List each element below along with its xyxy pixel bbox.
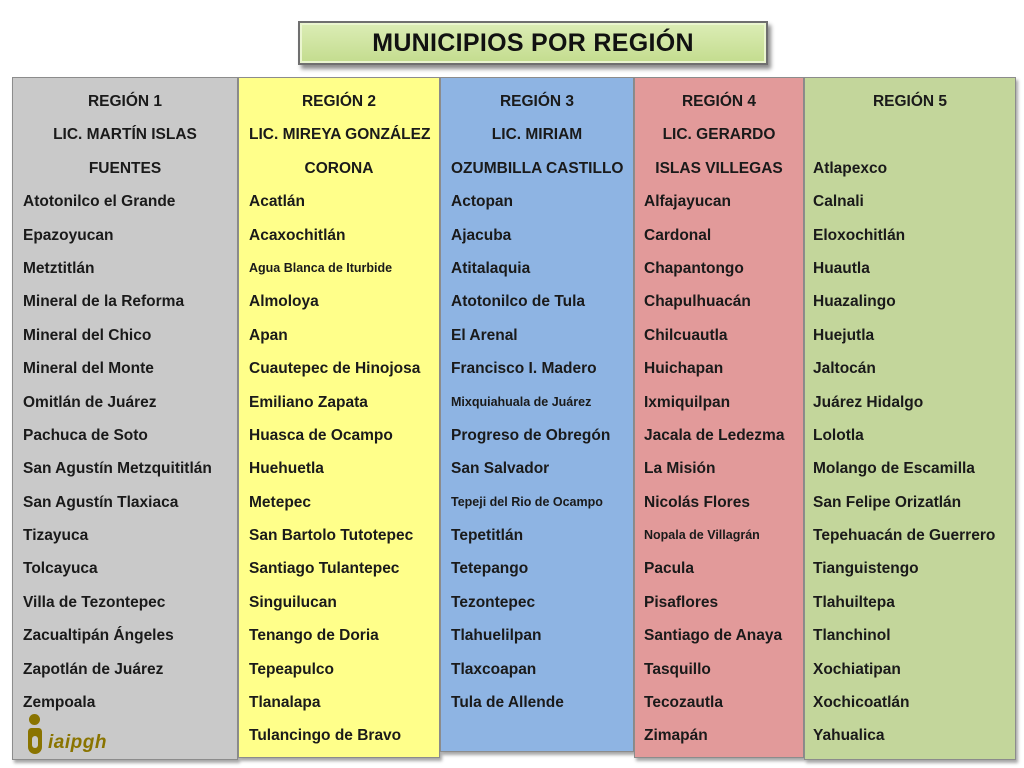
municipio-item: Huasca de Ocampo bbox=[249, 426, 393, 444]
region-official-line: CORONA bbox=[304, 159, 374, 177]
municipio-item: Francisco I. Madero bbox=[451, 360, 597, 378]
municipio-item: Huichapan bbox=[644, 360, 724, 378]
region-3-column bbox=[440, 77, 634, 752]
region-header: REGIÓN 1 bbox=[87, 93, 163, 110]
region-official-line: OZUMBILLA CASTILLO bbox=[451, 159, 624, 177]
municipio-item: Santiago Tulantepec bbox=[249, 560, 400, 578]
person-logo-icon bbox=[24, 714, 46, 758]
municipio-item: Tepeji del Rio de Ocampo bbox=[451, 494, 603, 509]
municipio-item: Pacula bbox=[644, 560, 694, 578]
municipio-item: San Agustín Tlaxiaca bbox=[23, 493, 179, 511]
municipio-item: Juárez Hidalgo bbox=[813, 393, 924, 411]
municipio-item: Metepec bbox=[249, 493, 312, 511]
municipio-item: Zacualtipán Ángeles bbox=[23, 627, 174, 645]
municipio-item: San Salvador bbox=[451, 460, 550, 478]
municipio-item: Cuautepec de Hinojosa bbox=[249, 360, 421, 378]
municipio-item: Tlahuelilpan bbox=[451, 627, 542, 645]
municipio-item: Tlanalapa bbox=[249, 694, 321, 712]
municipio-item: Villa de Tezontepec bbox=[23, 593, 166, 611]
region-header: REGIÓN 4 bbox=[681, 93, 757, 110]
region-official-line: FUENTES bbox=[88, 159, 162, 177]
municipio-item: Tepetitlán bbox=[451, 527, 524, 545]
municipio-item: Ixmiquilpan bbox=[644, 393, 731, 411]
municipio-item: Jacala de Ledezma bbox=[644, 426, 785, 444]
municipio-item: Epazoyucan bbox=[23, 226, 114, 244]
municipio-item: Calnali bbox=[813, 193, 864, 211]
municipio-item: Actopan bbox=[451, 193, 513, 211]
municipio-item: Xochicoatlán bbox=[813, 694, 910, 712]
logo-text: iaipgh bbox=[48, 732, 107, 753]
region-5-column bbox=[804, 77, 1016, 760]
municipio-item: Agua Blanca de Iturbide bbox=[249, 260, 393, 275]
municipio-item: Huazalingo bbox=[813, 293, 896, 311]
region-official-line: LIC. MARTÍN ISLAS bbox=[53, 126, 197, 144]
municipio-item: San Agustín Metzquititlán bbox=[23, 460, 212, 478]
municipio-item: Tula de Allende bbox=[451, 694, 564, 712]
region-official-blank bbox=[813, 118, 1015, 151]
municipio-item: Jaltocán bbox=[813, 360, 876, 378]
region-1-column bbox=[12, 77, 238, 760]
municipio-item: Tlanchinol bbox=[813, 627, 891, 645]
municipio-item: Tenango de Doria bbox=[249, 627, 379, 645]
municipio-item: Santiago de Anaya bbox=[644, 627, 783, 645]
municipio-item: Mineral de la Reforma bbox=[23, 293, 185, 311]
region-official-line: LIC. MIREYA GONZÁLEZ bbox=[249, 126, 431, 144]
municipio-item: Progreso de Obregón bbox=[451, 426, 611, 444]
municipio-item: Acaxochitlán bbox=[249, 226, 346, 244]
municipio-item: San Felipe Orizatlán bbox=[813, 493, 962, 511]
region-header: REGIÓN 2 bbox=[301, 93, 377, 110]
municipio-item: Xochiatipan bbox=[813, 660, 901, 678]
municipio-item: El Arenal bbox=[451, 326, 518, 344]
municipio-item: Tolcayuca bbox=[23, 560, 98, 578]
municipio-item: Atotonilco de Tula bbox=[451, 293, 586, 311]
municipio-item: Emiliano Zapata bbox=[249, 393, 368, 411]
municipio-item: Tianguistengo bbox=[813, 560, 919, 578]
region-official-line: ISLAS VILLEGAS bbox=[655, 159, 783, 177]
municipio-item: Lolotla bbox=[813, 426, 864, 444]
municipio-item: Pachuca de Soto bbox=[23, 426, 148, 444]
municipio-item: Tecozautla bbox=[644, 694, 723, 712]
municipio-item: Zempoala bbox=[23, 694, 96, 712]
municipio-item: Tlahuiltepa bbox=[813, 593, 895, 611]
municipio-item: Metztitlán bbox=[23, 259, 95, 277]
municipio-item: Acatlán bbox=[249, 193, 305, 211]
municipio-item: Tulancingo de Bravo bbox=[249, 727, 402, 745]
municipio-item: Zapotlán de Juárez bbox=[23, 660, 164, 678]
municipio-item: Tizayuca bbox=[23, 527, 89, 545]
municipio-item: Nicolás Flores bbox=[644, 493, 750, 511]
municipio-item: Molango de Escamilla bbox=[813, 460, 975, 478]
municipio-item: Tlaxcoapan bbox=[451, 660, 537, 678]
region-official-line: LIC. MIRIAM bbox=[491, 126, 583, 144]
municipio-item: Chapantongo bbox=[644, 259, 744, 277]
municipio-item: Tasquillo bbox=[644, 660, 711, 678]
municipio-item: Alfajayucan bbox=[644, 193, 732, 211]
municipio-item: Atlapexco bbox=[813, 159, 888, 177]
municipio-item: La Misión bbox=[644, 460, 716, 478]
municipio-item: Mineral del Monte bbox=[23, 360, 154, 378]
municipio-item: Cardonal bbox=[644, 226, 712, 244]
municipio-item: Chilcuautla bbox=[644, 326, 728, 344]
municipio-item: Eloxochitlán bbox=[813, 226, 906, 244]
region-2-column bbox=[238, 77, 440, 758]
municipio-item: Tepehuacán de Guerrero bbox=[813, 527, 996, 545]
region-header: REGIÓN 5 bbox=[872, 93, 948, 110]
municipio-item: Tetepango bbox=[451, 560, 529, 578]
municipio-item: Almoloya bbox=[249, 293, 319, 311]
municipio-item: Mineral del Chico bbox=[23, 326, 152, 344]
municipio-item: Huejutla bbox=[813, 326, 875, 344]
municipio-item: Zimapán bbox=[644, 727, 708, 745]
municipio-item: Yahualica bbox=[813, 727, 885, 745]
municipio-item: Atotonilco el Grande bbox=[23, 193, 176, 211]
municipio-item: Huautla bbox=[813, 259, 870, 277]
municipio-item: Huehuetla bbox=[249, 460, 324, 478]
municipio-item: Singuilucan bbox=[249, 593, 337, 611]
municipio-item: Mixquiahuala de Juárez bbox=[451, 394, 592, 409]
municipio-item: Chapulhuacán bbox=[644, 293, 751, 311]
municipio-item: Tepeapulco bbox=[249, 660, 334, 678]
region-4-column bbox=[634, 77, 804, 758]
region-header: REGIÓN 3 bbox=[499, 93, 575, 110]
page-title: MUNICIPIOS POR REGIÓN bbox=[298, 21, 768, 65]
municipio-item: Omitlán de Juárez bbox=[23, 393, 157, 411]
municipio-item: Atitalaquia bbox=[451, 259, 531, 277]
municipio-item: Nopala de Villagrán bbox=[644, 528, 760, 543]
municipio-item: San Bartolo Tutotepec bbox=[249, 527, 414, 545]
municipio-item: Ajacuba bbox=[451, 226, 512, 244]
municipio-item: Pisaflores bbox=[644, 593, 719, 611]
iaipgh-logo bbox=[24, 710, 114, 758]
region-official-line: LIC. GERARDO bbox=[662, 126, 776, 144]
municipio-item: Apan bbox=[249, 326, 288, 344]
municipio-item: Tezontepec bbox=[451, 593, 536, 611]
